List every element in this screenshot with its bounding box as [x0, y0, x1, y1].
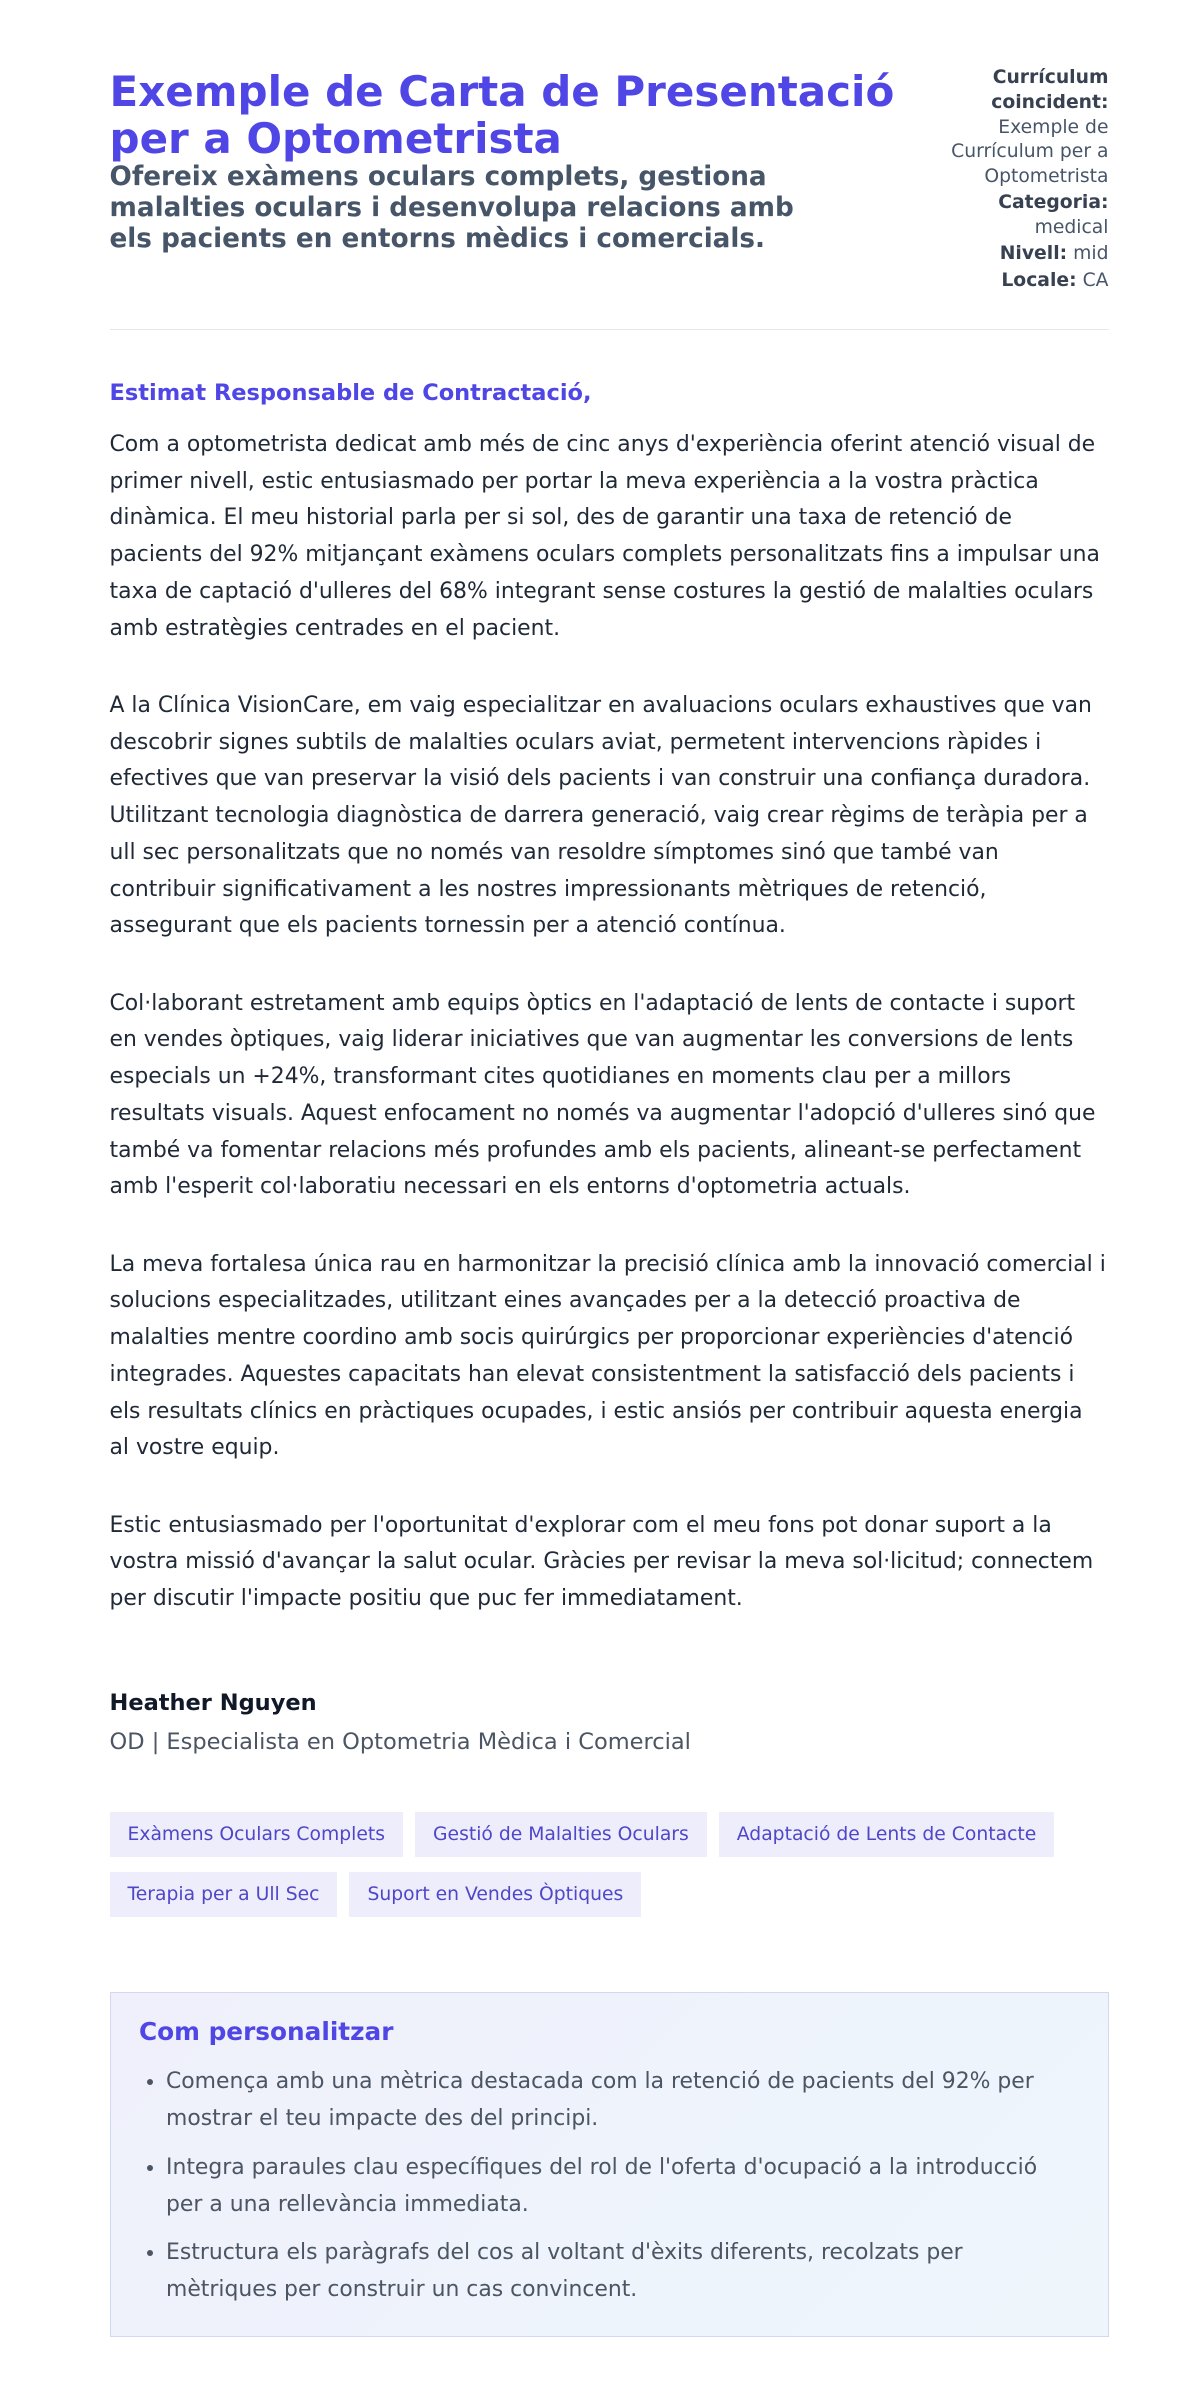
meta-resume-label: Currículum coincident:	[991, 67, 1109, 113]
meta-locale: Locale: CA	[1001, 269, 1109, 291]
skill-tags	[110, 1812, 1070, 1917]
divider	[110, 329, 1109, 330]
tip-item: • Estructura els paràgrafs del cos al voltant d'èxits diferents, recolzats per mètriques per construir un cas convincent.	[166, 2235, 1078, 2309]
letter-body	[110, 427, 1109, 1618]
meta-info	[948, 66, 1109, 295]
header	[110, 66, 1109, 295]
meta-resume-value[interactable]: Exemple de Currículum per a Optometrista	[951, 116, 1109, 187]
signature-title: OD | Especialista en Optometria Mèdica i Comercial	[109, 1729, 691, 1756]
skill-tag: Exàmens Oculars Complets	[110, 1812, 404, 1857]
signature-name: Heather Nguyen	[109, 1689, 317, 1716]
header-titles	[110, 66, 948, 254]
customization-tips	[110, 1992, 1109, 2337]
page-title: Exemple de Carta de Presentació per a Optometrista	[109, 67, 895, 163]
skill-tag: Gestió de Malalties Oculars	[415, 1812, 707, 1857]
greeting: Estimat Responsable de Contractació,	[109, 379, 592, 406]
skill-tag: Terapia per a Ull Sec	[110, 1872, 338, 1917]
tip-item: • Integra paraules clau específiques del rol de l'oferta d'ocupació a la introducció per a una rellevància immediata.	[166, 2150, 1078, 2224]
tips-heading: Com personalitzar	[139, 2017, 394, 2047]
paragraph: Col·laborant estretament amb equips òptics en l'adaptació de lents de contacte i suport en vendes òptiques, vaig liderar iniciatives que van augmentar les conversions de lents especials un +24%, transformant cites quotidianes en moments clau per a millors resultats visuals. Aquest enfocament no només va augmentar l'adopció d'ulleres sinó que també va fomentar relacions més profundes amb els pacients, alineant-se perfectament amb l'esperit col·laboratiu necessari en els entorns d'optometria actuals.	[109, 990, 1096, 1200]
paragraph: La meva fortalesa única rau en harmonitzar la precisió clínica amb la innovació comercial i solucions especialitzades, utilitzant eines avançades per a la detecció proactiva de malalties mentre coordino amb socis quirúrgics per proporcionar experiències d'atenció integrades. Aquestes capacitats han elevat consistentment la satisfacció dels pacients i els resultats clínics en pràctiques ocupades, i estic ansiós per contribuir aquesta energia al vostre equip.	[109, 1251, 1106, 1461]
paragraph: Estic entusiasmado per l'oportunitat d'explorar com el meu fons pot donar suport a la vostra missió d'avançar la salut ocular. Gràcies per revisar la meva sol·licitud; connectem per discutir l'impacte positiu que puc fer immediatament.	[109, 1512, 1094, 1611]
meta-category: Categoria: medical	[998, 192, 1109, 238]
skill-tag: Adaptació de Lents de Contacte	[719, 1812, 1054, 1857]
paragraph: A la Clínica VisionCare, em vaig especialitzar en avaluacions oculars exhaustives que van descobrir signes subtils de malalties oculars aviat, permetent intervencions ràpides i efectives que van preservar la visió dels pacients i van construir una confiança duradora. Utilitzant tecnologia diagnòstica de darrera generació, vaig crear règims de teràpia per a ull sec personalitzats que no només van resoldre símptomes sinó que també van contribuir significativament a les nostres impressionants mètriques de retenció, assegurant que els pacients tornessin per a atenció contínua.	[109, 692, 1092, 939]
page-subtitle: Ofereix exàmens oculars complets, gestiona malalties oculars i desenvolupa relacions amb els pacients en entorns mèdics i comercials.	[109, 162, 794, 254]
paragraph: Com a optometrista dedicat amb més de cinc anys d'experiència oferint atenció visual de primer nivell, estic entusiasmado per portar la meva experiència a la vostra pràctica dinàmica. El meu historial parla per si sol, des de garantir una taxa de retenció de pacients del 92% mitjançant exàmens oculars complets personalitzats fins a impulsar una taxa de captació d'ulleres del 68% integrant sense costures la gestió de malalties oculars amb estratègies centrades en el pacient.	[109, 431, 1100, 641]
meta-level: Nivell: mid	[999, 243, 1109, 265]
skill-tag: Suport en Vendes Òptiques	[349, 1872, 641, 1917]
tips-list	[139, 2064, 1078, 2309]
tip-item: • Comença amb una mètrica destacada com la retenció de pacients del 92% per mostrar el teu impacte des del principi.	[166, 2064, 1078, 2138]
